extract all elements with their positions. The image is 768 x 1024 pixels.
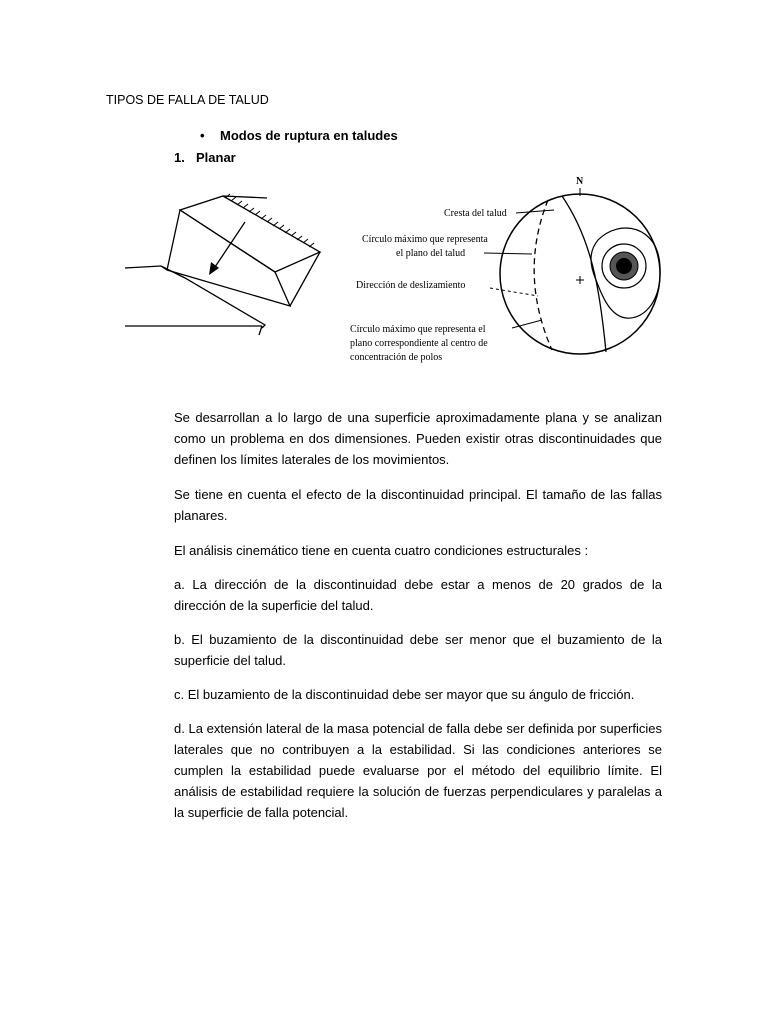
paragraph-discontinuity: Se tiene en cuenta el efecto de la discontinuidad principal. El tamaño de las fallas planares. xyxy=(174,487,662,523)
label-circulo-1b: el plano del talud xyxy=(396,248,466,259)
paragraph-description: Se desarrollan a lo largo de una superficie aproximadamente plana y se analizan como un problema en dos dimensiones. Pueden existir otras discontinuidades que definen los límites laterales de los movimientos. xyxy=(174,410,662,467)
label-circulo-2b: plano correspondiente al centro de xyxy=(350,338,488,349)
label-cresta: Cresta del talud xyxy=(444,208,507,219)
paragraph-kinematic-analysis: El análisis cinemático tiene en cuenta cuatro condiciones estructurales : xyxy=(174,543,589,558)
stereonet-figure xyxy=(340,170,680,380)
document-title: TIPOS DE FALLA DE TALUD xyxy=(106,93,269,107)
planar-failure-block-figure xyxy=(125,180,335,370)
north-label: N xyxy=(576,176,584,187)
condition-d: d. La extensión lateral de la masa potencial de falla debe ser definida por superficies laterales que no contribuyen a la estabilidad. Si las condiciones anteriores se cumplen la estabilidad puede evaluarse por el método del equilibrio límite. El análisis de estabilidad requiere la solución de fuerzas perpendiculares y paralelas a la superficie de falla potencial. xyxy=(174,721,662,820)
label-circulo-2c: concentración de polos xyxy=(350,352,443,363)
condition-a: a. La dirección de la discontinuidad debe estar a menos de 20 grados de la dirección de la superficie del talud. xyxy=(174,577,662,613)
condition-c: c. El buzamiento de la discontinuidad debe ser mayor que su ángulo de fricción. xyxy=(174,687,635,702)
label-direccion: Dirección de deslizamiento xyxy=(356,280,466,291)
bullet-symbol: • xyxy=(200,128,205,143)
label-circulo-2a: Círculo máximo que representa el xyxy=(350,324,486,335)
bullet-heading: Modos de ruptura en taludes xyxy=(220,128,398,143)
list-number: 1. xyxy=(174,150,185,165)
label-circulo-1a: Círculo máximo que representa xyxy=(362,234,488,245)
list-label: Planar xyxy=(196,150,236,165)
condition-b: b. El buzamiento de la discontinuidad debe ser menor que el buzamiento de la superficie del talud. xyxy=(174,632,662,668)
